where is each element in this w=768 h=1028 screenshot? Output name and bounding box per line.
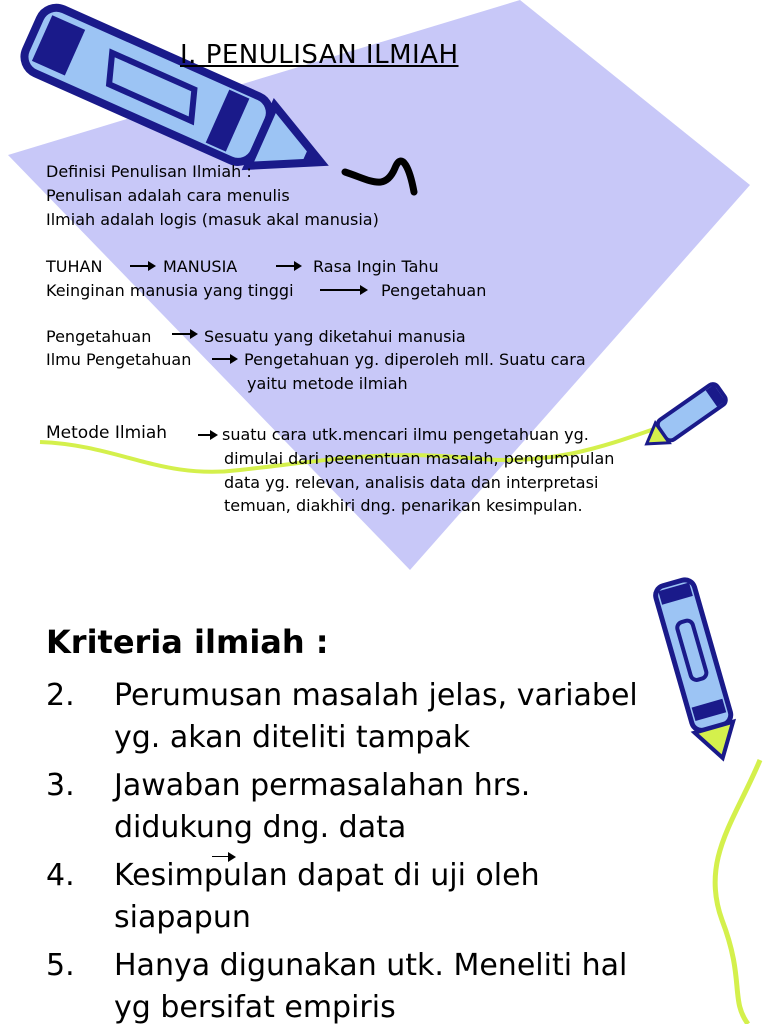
tall-pen-icon — [653, 578, 742, 764]
metode-line-2: dimulai dari peenentuan masalah, pengumpulan — [224, 449, 615, 468]
term-pengetahuan: Pengetahuan — [46, 327, 152, 346]
item-line-1: Perumusan masalah jelas, variabel — [114, 678, 638, 713]
definisi-heading: Definisi Penulisan Ilmiah : — [46, 162, 252, 181]
flow2-pengetahuan: Pengetahuan — [381, 281, 487, 300]
penulisan-line: Penulisan adalah cara menulis — [46, 186, 290, 205]
metode-line-3: data yg. relevan, analisis data dan interpretasi — [224, 473, 599, 492]
metode-line-1: suatu cara utk.mencari ilmu pengetahuan yg. — [222, 425, 589, 444]
small-pen-icon — [640, 382, 728, 454]
item-number: 4. — [46, 858, 75, 893]
flow1-rasa: Rasa Ingin Tahu — [313, 257, 439, 276]
desc-ilmu-2: yaitu metode ilmiah — [247, 374, 408, 393]
item-line-2: yg bersifat empiris — [114, 990, 396, 1025]
flow1-tuhan: TUHAN — [46, 257, 103, 276]
item-line-1: Hanya digunakan utk. Meneliti hal — [114, 948, 628, 983]
arrow-icon — [212, 856, 234, 857]
green-squiggle-right — [715, 760, 760, 1024]
item-line-2: yg. akan diteliti tampak — [114, 720, 471, 755]
arrow-icon — [172, 333, 196, 335]
metode-line-4: temuan, diakhiri dng. penarikan kesimpulan. — [224, 496, 583, 515]
item-number: 3. — [46, 768, 75, 803]
arrow-icon — [212, 358, 236, 360]
term-ilmu-pengetahuan: Ilmu Pengetahuan — [46, 350, 192, 369]
arrow-icon — [276, 265, 300, 267]
item-line-2: didukung dng. data — [114, 810, 407, 845]
item-line-2: siapapun — [114, 900, 251, 935]
flow1-manusia: MANUSIA — [163, 257, 238, 276]
ilmiah-line: Ilmiah adalah logis (masuk akal manusia) — [46, 210, 379, 229]
desc-pengetahuan: Sesuatu yang diketahui manusia — [204, 327, 466, 346]
item-line-1: Kesimpulan dapat di uji oleh — [114, 858, 540, 893]
slide1-title: I. PENULISAN ILMIAH — [180, 40, 459, 70]
term-metode-ilmiah: Metode Ilmiah — [46, 423, 168, 443]
arrow-icon — [320, 289, 366, 291]
arrow-icon — [130, 265, 154, 267]
kriteria-heading: Kriteria ilmiah : — [46, 623, 329, 661]
item-number: 5. — [46, 948, 75, 983]
item-number: 2. — [46, 678, 75, 713]
flow2-keinginan: Keinginan manusia yang tinggi — [46, 281, 294, 300]
arrow-icon — [198, 434, 216, 436]
item-line-1: Jawaban permasalahan hrs. — [114, 768, 531, 803]
desc-ilmu-1: Pengetahuan yg. diperoleh mll. Suatu cara — [244, 350, 586, 369]
